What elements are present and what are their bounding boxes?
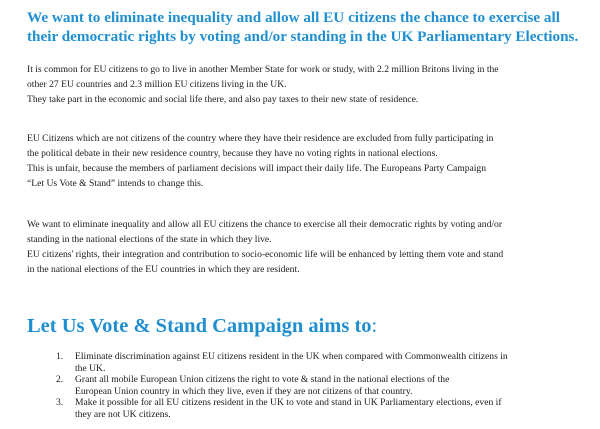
list-item-number: 2.: [56, 374, 64, 385]
aims-list: [56, 351, 588, 420]
paragraph-line: the political debate in their new residence country, because they have no voting rights in national elections.: [27, 148, 438, 159]
paragraph-line: They take part in the economic and social life there, and also pay taxes to their new state of residence.: [27, 94, 419, 105]
paragraph-line: It is common for EU citizens to go to live in another Member State for work or study, with 2.2 million Britons living in the: [27, 64, 499, 75]
list-item: [56, 374, 588, 397]
paragraph-line: standing in the national elections of the state in which they live.: [27, 234, 272, 245]
paragraph-line: other 27 EU countries and 2.3 million EU citizens living in the UK.: [27, 79, 287, 90]
list-item: [56, 351, 588, 374]
paragraph-line: This is unfair, because the members of parliament decisions will impact their daily life. The Europeans Party Campaign: [27, 163, 487, 174]
paragraph-eu-residents: [27, 62, 587, 107]
paragraph-line: EU Citizens which are not citizens of the country where they have their residence are excluded from fully participating in: [27, 133, 494, 144]
list-item-line: the UK.: [75, 362, 106, 374]
list-item-line: they are not UK citizens.: [75, 408, 171, 420]
list-item-number: 1.: [56, 351, 64, 362]
paragraph-line: “Let Us Vote & Stand” intends to change this.: [27, 178, 204, 189]
list-item: [56, 397, 588, 420]
aims-heading-text: Let Us Vote & Stand Campaign aims to: [27, 315, 372, 337]
headline: [27, 8, 592, 46]
list-item-number: 3.: [56, 397, 64, 408]
paragraph-line: EU citizens' rights, their integration and contribution to socio-economic life will be enhanced by letting them vote and stand: [27, 249, 504, 260]
paragraph-line: We want to eliminate inequality and allow all EU citizens the chance to exercise all their democratic rights by voting and/or: [27, 219, 503, 230]
headline-line: their democratic rights by voting and/or standing in the UK Parliamentary Elections.: [27, 28, 579, 45]
aims-heading-colon: :: [371, 315, 378, 337]
aims-heading: [27, 313, 377, 339]
paragraph-voting-exclusion: [27, 131, 587, 191]
list-item-line: European Union country in which they live, even if they are not citizens of that country.: [75, 385, 413, 397]
list-item-line: Make it possible for all EU citizens resident in the UK to vote and stand in UK Parliamentary elections, even if: [75, 397, 502, 408]
paragraph-line: in the national elections of the EU countries in which they are resident.: [27, 264, 300, 275]
paragraph-equality-goal: [27, 217, 587, 277]
headline-line: We want to eliminate inequality and allow all EU citizens the chance to exercise all: [27, 9, 560, 26]
list-item-line: Grant all mobile European Union citizens the right to vote & stand in the national elections of the: [75, 374, 450, 385]
list-item-line: Eliminate discrimination against EU citizens resident in the UK when compared with Commonwealth citizens in: [75, 351, 508, 362]
